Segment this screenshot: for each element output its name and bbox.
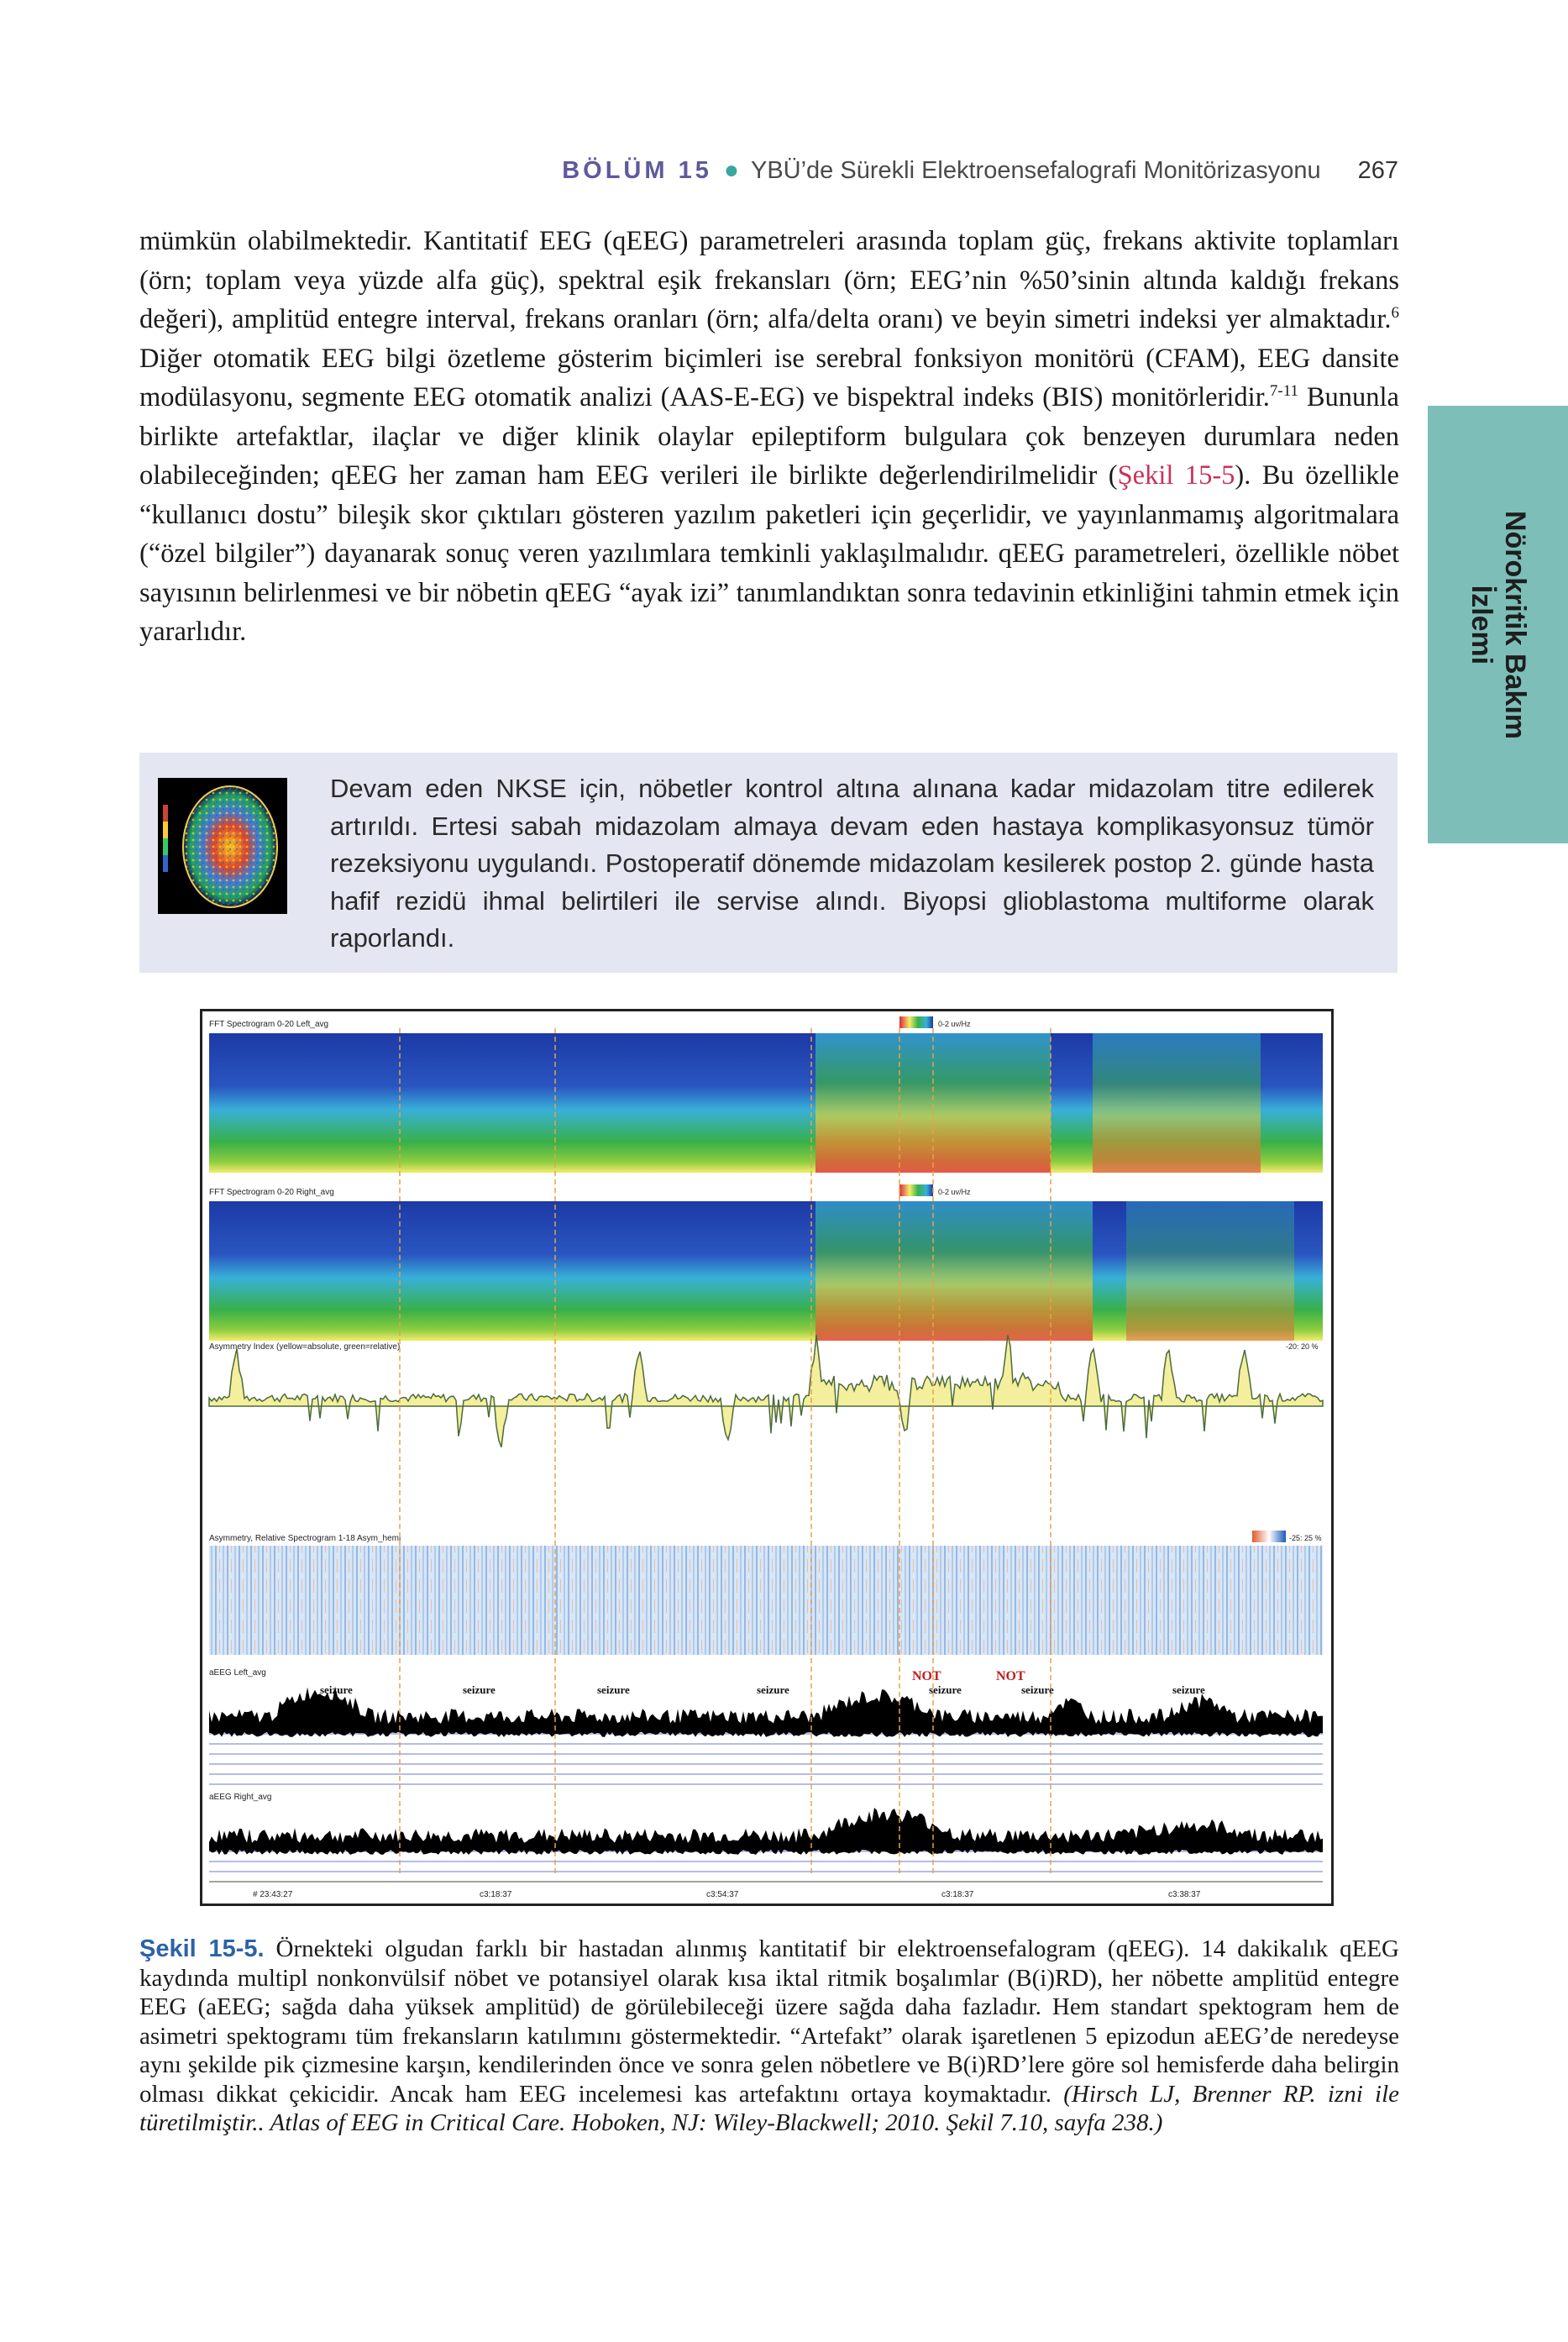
spec-right-scale: 0-2 uv/Hz — [938, 1188, 971, 1196]
time-axis-label: c3:54:37 — [706, 1890, 739, 1899]
qeeg-panels — [202, 1011, 1331, 1904]
spec-left-colorbar — [899, 1016, 933, 1028]
spec-left-title: FFT Spectrogram 0-20 Left_avg — [209, 1020, 329, 1029]
seizure-label: seizure — [463, 1683, 496, 1696]
body-text-4: ). Bu özellikle “kullanıcı dostu” bileşik skor çıktıları gösteren yazılım paketleri için geçerlidir, ve yayınlanmamış algoritmalara (“özel bilgiler”) dayanarak sonuç veren yazılımlara temkinli yaklaşılmalıdır. qEEG parametreleri, özellikle nöbet sayısının belirlenmesi ve bir nöbetin qEEG “ayak izi” tanımlandıktan sonra tedavinin etkinliğini tahmin etmek için yararlıdır. — [139, 460, 1399, 647]
asymmetry-trace — [209, 1335, 1323, 1447]
time-axis-label: c3:18:37 — [941, 1890, 974, 1899]
seizure-label: seizure — [929, 1683, 962, 1696]
time-axis-label: c3:38:37 — [1168, 1890, 1201, 1899]
body-text-1: mümkün olabilmektedir. Kantitatif EEG (qEEG) parametreleri arasında toplam güç, frekans aktivite toplamları (örn; toplam veya yüzde alfa güç), spektral eşik frekansları (örn; EEG’nin %50’sinin altında kaldığı frekans değeri), amplitüd entegre interval, frekans oranları (örn; alfa/delta oranı) ve beyin simetri indeksi yer almaktadır. — [139, 226, 1399, 334]
aeeg-right-title: aEEG Right_avg — [209, 1793, 272, 1802]
body-paragraph — [139, 222, 1399, 652]
running-header — [139, 150, 1398, 192]
side-tab-line2: İzlemi — [1465, 585, 1497, 664]
side-tab-text — [1465, 415, 1532, 835]
figure-reference-link[interactable]: Şekil 15-5 — [1117, 460, 1235, 491]
asym-spec-scale: -25: 25 % — [1289, 1534, 1322, 1542]
body-text-3: Bununla birlikte artefaktlar, ilaçlar ve diğer klinik olaylar epileptiform bulgulara çok benzeyen durumlara neden olabileceğinden; qEEG her zaman ham EEG verileri ile birlikte değerlendirilmelidir ( — [139, 382, 1399, 491]
spec-right-title: FFT Spectrogram 0-20 Right_avg — [209, 1188, 334, 1197]
brain-scan-thumbnail — [158, 778, 287, 914]
figure-caption — [139, 1935, 1399, 2138]
time-axis-label: # 23:43:27 — [253, 1890, 293, 1899]
caption-label: Şekil 15-5. — [139, 1935, 265, 1962]
case-text: Devam eden NKSE için, nöbetler kontrol altına alınana kadar midazolam titre edilerek artırıldı. Ertesi sabah midazolam almaya devam eden hastaya komplikasyonsuz tümör rezeksiyonu uygulandı. Postoperatif dönemde midazolam kesilerek postop 2. günde hasta hafif rezidü ihmal belirtileri ile servise alındı. Biyopsi glioblastoma multiforme olarak raporlandı. — [330, 774, 1374, 953]
spec-left-scale: 0-2 uv/Hz — [938, 1020, 971, 1028]
body-text-2: Diğer otomatik EEG bilgi özetleme gösterim biçimleri ise serebral fonksiyon monitörü (CFAM), EEG dansite modülasyonu, segmente EEG otomatik analizi (AAS-E-EG) ve bispektral indeks (BIS) monitörleridir. — [139, 343, 1399, 412]
chapter-label: BÖLÜM 15 — [562, 156, 712, 184]
seizure-label: seizure — [757, 1683, 789, 1696]
spec-right-colorbar — [899, 1184, 933, 1196]
not-label: NOT — [996, 1669, 1025, 1683]
case-box — [139, 753, 1398, 973]
side-tab-line1: Nörokritik Bakım — [1498, 510, 1531, 739]
caption-citation: (Hirsch LJ, Brenner RP. izni ile türetilmiştir.. Atlas of EEG in Critical Care. Hoboken, NJ: Wiley-Blackwell; 2010. Şekil 7.10, sayfa 238.) — [139, 2080, 1399, 2136]
aeeg-left-title: aEEG Left_avg — [209, 1668, 266, 1678]
asym-spec-colorbar — [1252, 1531, 1286, 1542]
seizure-label: seizure — [1021, 1683, 1054, 1696]
caption-text: Örnekteki olgudan farklı bir hastadan alınmış kantitatif bir elektroensefalogram (qEEG). 14 dakikalık qEEG kaydında multipl nonkonvülsif nöbet ve potansiyel olarak kısa iktal ritmik boşalımlar (B(i)RD), her nöbette amplitüd entegre EEG (aEEG; sağda daha yüksek amplitüd) de görülebileceği üzere sağda daha fazladır. Hem standart spektogram hem de asimetri spektogramı tüm frekansların katılımını göstermektedir. “Artefakt” olarak işaretlenen 5 epizodun aEEG’de neredeyse aynı şekilde pik çizmesine karşın, kendilerinden önce ve sonra gelen nöbetlere ve B(i)RD’lere göre sol hemisferde daha belirgin olması dikkat çekicidir. Ancak ham EEG incelemesi kas artefaktını ortaya koymaktadır. — [139, 1935, 1399, 2108]
aeeg-right-trace — [209, 1808, 1323, 1855]
asym-spec-area — [209, 1546, 1323, 1655]
seizure-label: seizure — [1172, 1683, 1205, 1696]
asym-index-title: Asymmetry Index (yellow=absolute, green=relative) — [209, 1342, 401, 1352]
seizure-label: seizure — [320, 1683, 353, 1696]
page-number: 267 — [1357, 156, 1398, 184]
not-label: NOT — [912, 1669, 941, 1683]
side-tab — [1428, 406, 1568, 843]
asym-index-scale: -20: 20 % — [1286, 1342, 1319, 1351]
asym-spec-title: Asymmetry, Relative Spectrogram 1-18 Asym_hemi — [209, 1534, 401, 1543]
chapter-title: YBÜ’de Sürekli Elektroensefalografi Monitörizasyonu — [750, 156, 1321, 184]
reference-7-11: 7-11 — [1269, 382, 1298, 401]
bullet-icon: ● — [723, 156, 739, 184]
reference-6: 6 — [1391, 304, 1399, 323]
qeeg-figure — [200, 1009, 1334, 1906]
time-axis-label: c3:18:37 — [480, 1890, 512, 1899]
seizure-label: seizure — [597, 1683, 630, 1696]
